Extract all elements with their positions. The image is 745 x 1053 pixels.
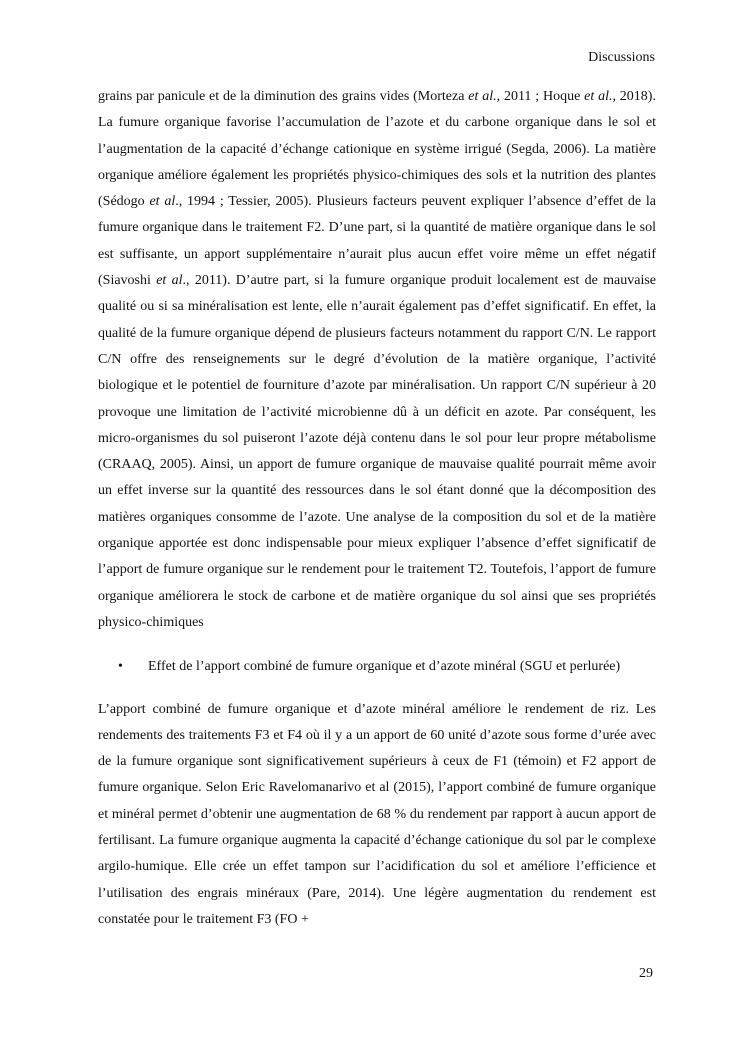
citation-etal: et al [149,194,176,210]
body-paragraph-1 [98,84,656,636]
text-segment: grains par panicule et de la diminution des grains vides (Morteza [98,89,469,104]
citation-etal: et al., [468,89,501,104]
bullet-heading: Effet de l’apport combiné de fumure organique et d’azote minéral (SGU et perlurée) [148,659,621,675]
text-segment: ., 2011). D’autre part, si la fumure organique produit localement est de mauvaise qualité ou si sa minéralisation est lente, elle n’aurait également pas d’effet significatif. En effet, la qualité de la fumure organique dépend de plusieurs facteurs notamment du rapport C/N. Le rapport C/N offre des renseignements sur le degré d’évolution de la matière organique, l’activité biologique et le potentiel de fourniture d’azote par minéralisation. Un rapport C/N supérieur à 20 provoque une limitation de l’activité microbienne dû à un déficit en azote. Par conséquent, les micro-organismes du sol puiseront l’azote déjà contenu dans le sol pour leur propre métabolisme (CRAAQ, 2005). Ainsi, un apport de fumure organique de mauvaise qualité pourrait même avoir un effet inverse sur la quantité des ressources dans le sol étant donné que la décomposition des matières organiques consomme de l’azote. Une analyse de la composition du sol et de la matière organique apportée est donc indispensable pour mieux expliquer l’absence d’effet significatif de l’apport de fumure organique sur le rendement pour le traitement T2. Toutefois, l’apport de fumure organique améliorera le stock de carbone et de matière organique du sol ainsi que ses propriétés physico-chimiques [98,273,656,630]
citation-etal: et al [156,273,183,289]
bullet-item [98,654,656,680]
text-segment: ., 1994 ; Tessier, 2005). Plusieurs facteurs peuvent expliquer l’absence d’effet de la fumure organique dans le traitement F2. D’une part, si la quantité de matière organique dans le sol est suffisante, un apport supplémentaire n’aurait plus aucun effet voire même un effet négatif (Siavoshi [98,194,657,289]
body-paragraph-2: L’apport combiné de fumure organique et d’azote minéral améliore le rendement de riz. Les rendements des traitements F3 et F4 où il y a un apport de 60 unité d’azote sous forme d’urée avec de la fumure organique sont significativement supérieurs à ceux de F1 (témoin) et F2 apport de fumure organique. Selon Eric Ravelomanarivo et al (2015), l’apport combiné de fumure organique et minéral permet d’obtenir une augmentation de 68 % du rendement par rapport à aucun apport de fertilisant. La fumure organique augmenta la capacité d’échange cationique du sol par le complexe argilo-humique. Elle crée un effet tampon sur l’acidification du sol et améliore l’efficience et l’utilisation des engrais minéraux (Pare, 2014). Une légère augmentation du rendement est constatée pour le traitement F3 (FO + [98,701,656,927]
citation-etal: et al., [584,89,616,104]
page-body [98,84,656,933]
page-number: 29 [639,966,653,981]
text-segment: 2011 ; Hoque [500,89,585,104]
text-segment: 2018). La fumure organique favorise l’accumulation de l’azote et du carbone organique dans le sol et l’augmentation de la capacité d’échange cationique en système irrigué (Segda, 2006). La matière organique améliore également les propriétés physico-chimiques des sols et la nutrition des plantes (Sédogo [98,89,656,210]
bullet-dot-icon: • [118,659,123,675]
running-header: Discussions [588,50,655,65]
